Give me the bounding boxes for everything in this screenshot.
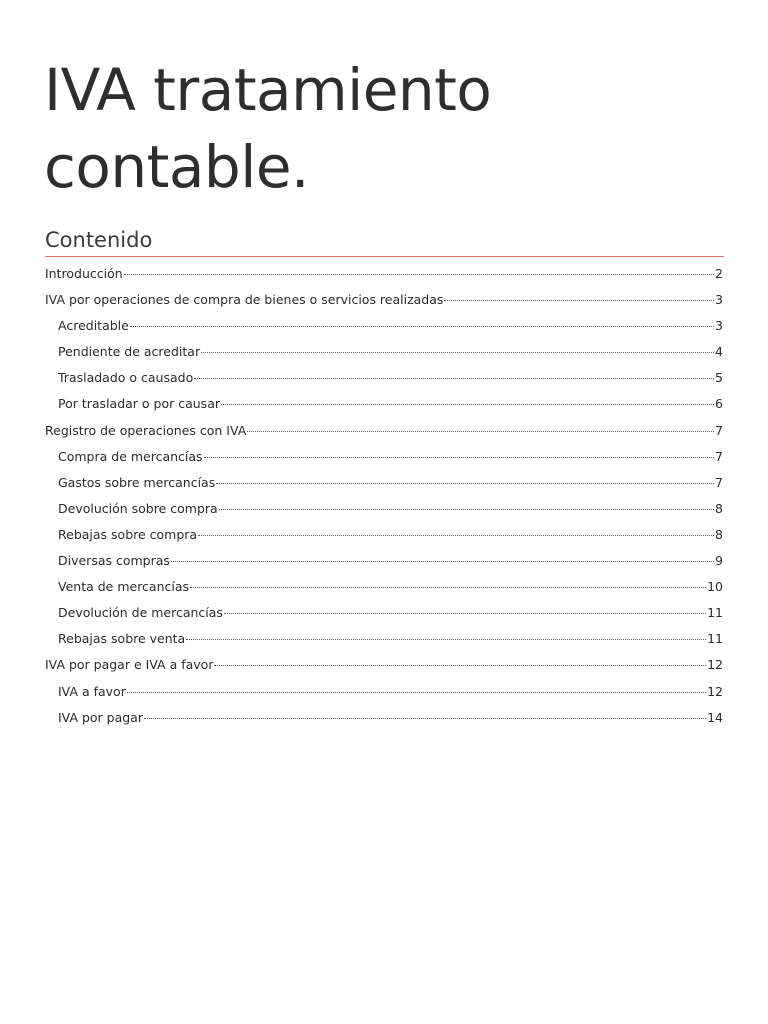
toc-dot-leader — [198, 535, 714, 536]
document-title — [44, 52, 724, 206]
toc-entry-page-number[interactable]: 7 — [715, 474, 723, 490]
toc-entry-label[interactable]: Devolución sobre compra — [58, 500, 218, 516]
toc-entry-page-number[interactable]: 6 — [715, 396, 723, 412]
toc-entry-label[interactable]: Rebajas sobre compra — [58, 526, 198, 542]
toc-entry[interactable] — [45, 575, 723, 601]
toc-entry[interactable] — [45, 601, 723, 627]
toc-dot-leader — [216, 483, 714, 484]
toc-divider — [45, 256, 724, 257]
toc-dot-leader — [224, 613, 706, 614]
toc-entry-page-number[interactable]: 8 — [715, 500, 723, 516]
toc-entry-page-number[interactable]: 3 — [715, 292, 723, 308]
toc-entry[interactable] — [45, 314, 723, 340]
toc-entry[interactable] — [45, 340, 723, 366]
toc-entry-page-number[interactable]: 11 — [707, 605, 723, 621]
toc-entry[interactable] — [45, 366, 723, 392]
toc-dot-leader — [201, 352, 714, 353]
toc-entry-label[interactable]: IVA por pagar e IVA a favor — [45, 657, 214, 673]
toc-dot-leader — [127, 692, 706, 693]
toc-entry[interactable] — [45, 706, 723, 732]
toc-dot-leader — [214, 665, 706, 666]
toc-entry-label[interactable]: Trasladado o causado — [58, 370, 194, 386]
toc-entry[interactable] — [45, 262, 723, 288]
toc-dot-leader — [204, 457, 714, 458]
toc-dot-leader — [444, 300, 714, 301]
toc-entry-label[interactable]: Pendiente de acreditar — [58, 344, 201, 360]
toc-heading: Contenido — [45, 228, 153, 252]
toc-entry-label[interactable]: Diversas compras — [58, 553, 170, 569]
toc-entry[interactable] — [45, 549, 723, 575]
toc-entry-page-number[interactable]: 10 — [707, 579, 723, 595]
toc-entry-page-number[interactable]: 12 — [707, 683, 723, 699]
document-title-line-2: contable. — [44, 133, 309, 201]
toc-entry[interactable] — [45, 523, 723, 549]
toc-entry-page-number[interactable]: 2 — [715, 266, 723, 281]
toc-dot-leader — [194, 378, 714, 379]
toc-dot-leader — [144, 718, 706, 719]
toc-entry[interactable] — [45, 445, 723, 471]
toc-entry[interactable] — [45, 627, 723, 653]
toc-entry[interactable] — [45, 392, 723, 418]
toc-dot-leader — [186, 639, 706, 640]
toc-dot-leader — [130, 326, 714, 327]
table-of-contents — [45, 262, 723, 732]
toc-entry-label[interactable]: IVA a favor — [58, 683, 126, 699]
toc-entry[interactable] — [45, 680, 723, 706]
toc-dot-leader — [124, 274, 714, 275]
toc-entry-page-number[interactable]: 12 — [707, 657, 723, 673]
toc-dot-leader — [219, 509, 714, 510]
toc-entry-label[interactable]: Acreditable — [58, 318, 129, 334]
toc-entry[interactable] — [45, 288, 723, 314]
toc-dot-leader — [190, 587, 706, 588]
toc-entry-page-number[interactable]: 14 — [707, 709, 723, 725]
toc-entry-label[interactable]: Introducción — [45, 266, 123, 281]
toc-entry[interactable] — [45, 471, 723, 497]
toc-entry-label[interactable]: IVA por operaciones de compra de bienes o servicios realizadas — [45, 292, 444, 308]
toc-entry-page-number[interactable]: 4 — [715, 344, 723, 360]
toc-entry[interactable] — [45, 653, 723, 679]
toc-dot-leader — [247, 431, 714, 432]
toc-entry-label[interactable]: Gastos sobre mercancías — [58, 474, 216, 490]
toc-entry-page-number[interactable]: 11 — [707, 631, 723, 647]
toc-entry-label[interactable]: Venta de mercancías — [58, 579, 190, 595]
toc-entry-page-number[interactable]: 3 — [715, 318, 723, 334]
document-title-line-1: IVA tratamiento — [44, 56, 492, 124]
toc-entry[interactable] — [45, 419, 723, 445]
toc-entry-page-number[interactable]: 5 — [715, 370, 723, 386]
toc-entry-label[interactable]: Rebajas sobre venta — [58, 631, 186, 647]
toc-entry-label[interactable]: Compra de mercancías — [58, 448, 203, 464]
toc-entry-page-number[interactable]: 7 — [715, 422, 723, 438]
toc-entry-label[interactable]: Por trasladar o por causar — [58, 396, 220, 412]
toc-entry-page-number[interactable]: 7 — [715, 448, 723, 464]
toc-dot-leader — [221, 404, 714, 405]
toc-entry-label[interactable]: Registro de operaciones con IVA — [45, 422, 247, 438]
toc-entry[interactable] — [45, 497, 723, 523]
toc-entry-page-number[interactable]: 8 — [715, 526, 723, 542]
toc-entry-label[interactable]: Devolución de mercancías — [58, 605, 223, 621]
toc-entry-page-number[interactable]: 9 — [715, 553, 723, 569]
toc-entry-label[interactable]: IVA por pagar — [58, 709, 143, 725]
toc-dot-leader — [171, 561, 714, 562]
